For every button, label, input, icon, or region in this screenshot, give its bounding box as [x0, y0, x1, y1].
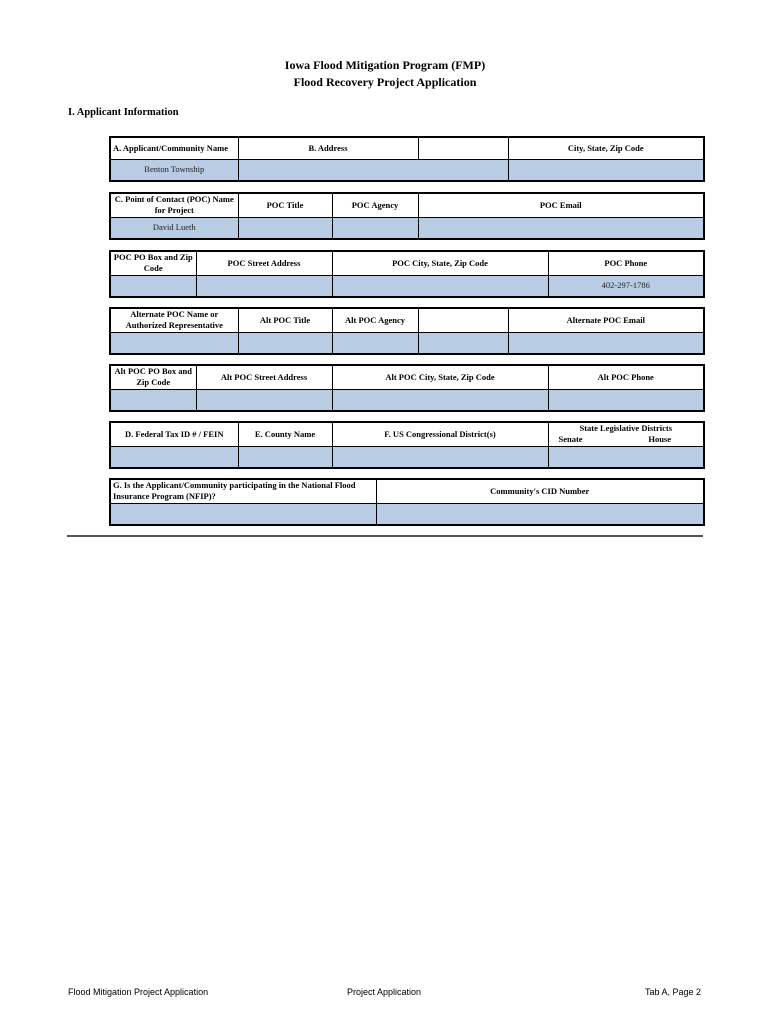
cid-number-header: Community's CID Number: [376, 479, 704, 503]
poc-agency-header: POC Agency: [332, 193, 418, 217]
applicant-name-header: A. Applicant/Community Name: [110, 137, 238, 159]
alt-poc-address-table: [109, 364, 705, 412]
poc-email-header: POC Email: [418, 193, 704, 217]
alt-blank-header: [418, 308, 508, 332]
alt-poc-email-header: Alternate POC Email: [508, 308, 704, 332]
senate-label: Senate: [558, 434, 583, 445]
footer-right: Tab A, Page 2: [644, 987, 701, 997]
city-state-zip-header: City, State, Zip Code: [508, 137, 704, 159]
alt-poc-name-field[interactable]: [110, 332, 238, 354]
applicant-table: [109, 136, 705, 182]
alt-poc-name-header: Alternate POC Name or Authorized Representative: [110, 308, 238, 332]
congressional-district-header: F. US Congressional District(s): [332, 422, 548, 446]
poc-po-box-header: POC PO Box and Zip Code: [110, 251, 196, 275]
alt-poc-table: [109, 307, 705, 355]
county-header: E. County Name: [238, 422, 332, 446]
alt-poc-title-header: Alt POC Title: [238, 308, 332, 332]
poc-po-box-field[interactable]: [110, 275, 196, 297]
alt-poc-agency-header: Alt POC Agency: [332, 308, 418, 332]
poc-city-field[interactable]: [332, 275, 548, 297]
poc-street-field[interactable]: [196, 275, 332, 297]
address-field[interactable]: [238, 159, 508, 181]
form-title: Iowa Flood Mitigation Program (FMP): [284, 58, 486, 72]
alt-street-field[interactable]: [196, 389, 332, 411]
cid-number-field[interactable]: [376, 503, 704, 525]
alt-phone-header: Alt POC Phone: [548, 365, 704, 389]
tax-county-district-table: [109, 421, 705, 469]
legislative-districts-label: State Legislative Districts: [579, 423, 673, 434]
poc-email-field[interactable]: [418, 217, 704, 239]
alt-poc-email-field[interactable]: [508, 332, 704, 354]
address-header: B. Address: [238, 137, 418, 159]
poc-title-field[interactable]: [238, 217, 332, 239]
poc-phone-field[interactable]: 402-297-1786: [548, 275, 704, 297]
nfip-answer-field[interactable]: [110, 503, 376, 525]
poc-address-table: [109, 250, 705, 298]
alt-city-field[interactable]: [332, 389, 548, 411]
legislative-districts-field[interactable]: [548, 446, 704, 468]
alt-poc-agency-field[interactable]: [332, 332, 418, 354]
poc-street-header: POC Street Address: [196, 251, 332, 275]
poc-city-header: POC City, State, Zip Code: [332, 251, 548, 275]
city-state-zip-field[interactable]: [508, 159, 704, 181]
poc-phone-header: POC Phone: [548, 251, 704, 275]
county-field[interactable]: [238, 446, 332, 468]
blank-header: [418, 137, 508, 159]
legislative-districts-header: [548, 422, 704, 446]
alt-phone-field[interactable]: [548, 389, 704, 411]
house-label: House: [648, 434, 671, 445]
applicant-name-field[interactable]: Benton Township: [110, 159, 238, 181]
section-divider: [67, 535, 703, 537]
fein-header: D. Federal Tax ID # / FEIN: [110, 422, 238, 446]
poc-name-field[interactable]: David Lueth: [110, 217, 238, 239]
poc-name-header: C. Point of Contact (POC) Name for Project: [110, 193, 238, 217]
congressional-district-field[interactable]: [332, 446, 548, 468]
alt-po-box-header: Alt POC PO Box and Zip Code: [110, 365, 196, 389]
alt-blank-field[interactable]: [418, 332, 508, 354]
form-subtitle: Flood Recovery Project Application: [293, 75, 477, 89]
footer-center: Project Application: [347, 987, 422, 997]
poc-table: [109, 192, 705, 240]
alt-city-header: Alt POC City, State, Zip Code: [332, 365, 548, 389]
alt-poc-title-field[interactable]: [238, 332, 332, 354]
nfip-question-header: G. Is the Applicant/Community participating in the National Flood Insurance Program (NFIP)?: [110, 479, 376, 503]
alt-street-header: Alt POC Street Address: [196, 365, 332, 389]
footer-left: Flood Mitigation Project Application: [68, 987, 209, 997]
alt-po-box-field[interactable]: [110, 389, 196, 411]
section-title: I. Applicant Information: [68, 107, 179, 118]
nfip-table: [109, 478, 705, 526]
poc-agency-field[interactable]: [332, 217, 418, 239]
poc-title-header: POC Title: [238, 193, 332, 217]
fein-field[interactable]: [110, 446, 238, 468]
